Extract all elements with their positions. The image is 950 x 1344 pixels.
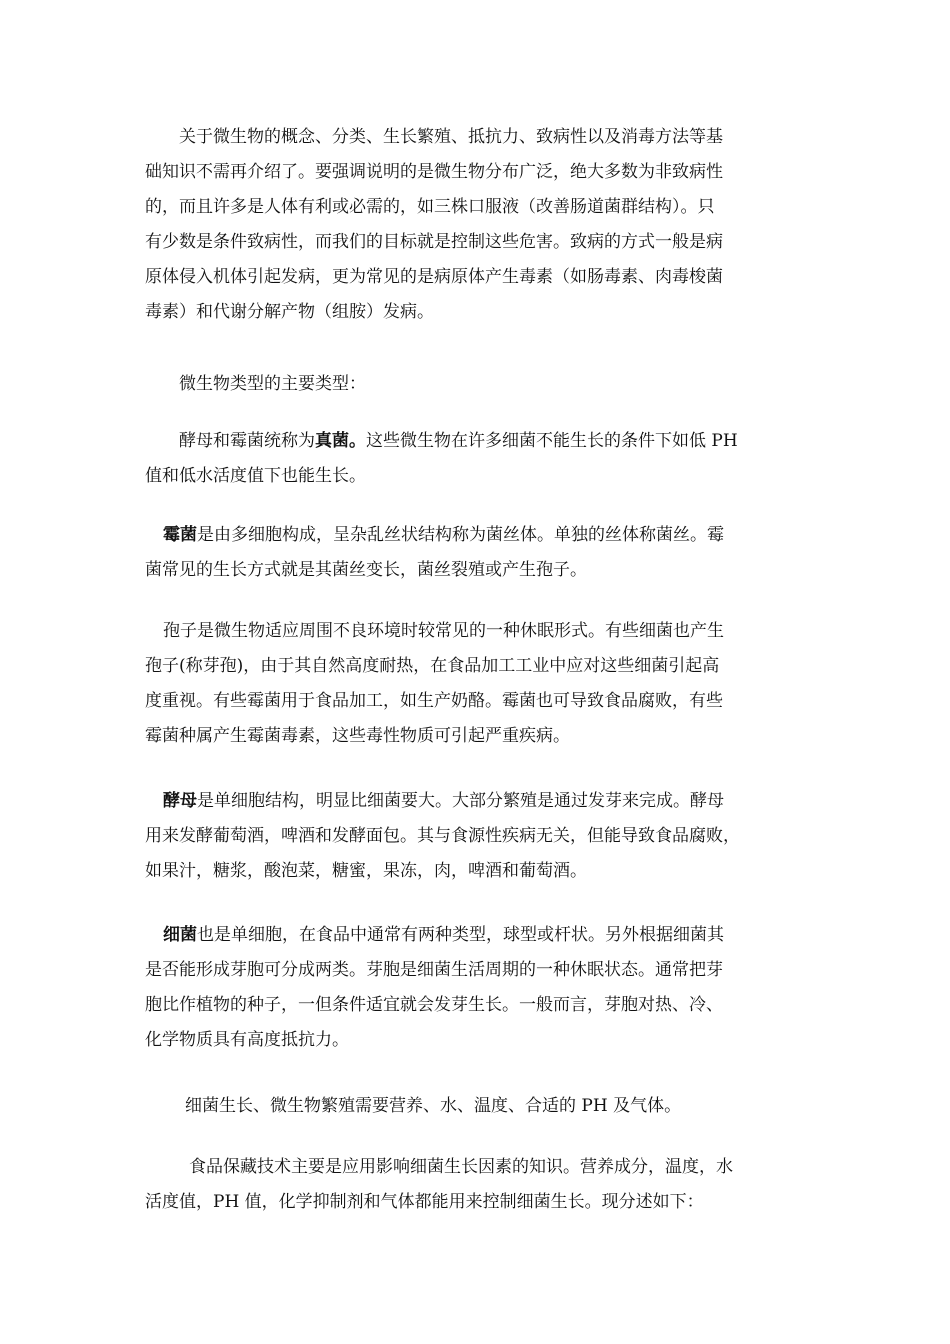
text-line: 孢子是微生物适应周围不良环境时较常见的一种休眠形式。有些细菌也产生	[163, 621, 724, 641]
text-line: 是否能形成芽胞可分成两类。芽胞是细菌生活周期的一种休眠状态。通常把芽	[145, 960, 723, 980]
text-run: 是由多细胞构成，呈杂乱丝状结构称为菌丝体。单独的丝体称菌丝。霉	[197, 525, 724, 545]
text-line: 食品保藏技术主要是应用影响细菌生长因素的知识。营养成分，温度，水	[189, 1157, 733, 1177]
text-line: 化学物质具有高度抵抗力。	[145, 1030, 349, 1050]
text-line: 关于微生物的概念、分类、生长繁殖、抵抗力、致病性以及消毒方法等基	[179, 127, 723, 147]
term-mold: 霉菌	[163, 525, 197, 545]
text-run: 酵母和霉菌统称为	[179, 431, 315, 451]
text-line: 度重视。有些霉菌用于食品加工，如生产奶酪。霉菌也可导致食品腐败，有些	[145, 691, 723, 711]
text-line: 霉菌种属产生霉菌毒素，这些毒性物质可引起严重疾病。	[145, 726, 570, 746]
term-bacteria: 细菌	[163, 925, 197, 945]
text-line: 活度值，PH 值，化学抑制剂和气体都能用来控制细菌生长。现分述如下：	[145, 1192, 704, 1212]
term-yeast: 酵母	[163, 791, 197, 811]
text-run: 也是单细胞，在食品中通常有两种类型，球型或杆状。另外根据细菌其	[197, 925, 724, 945]
text-line: 毒素）和代谢分解产物（组胺）发病。	[145, 302, 434, 322]
paragraph-intro	[145, 120, 820, 330]
text-line: 原体侵入机体引起发病，更为常见的是病原体产生毒素（如肠毒素、肉毒梭菌	[145, 267, 723, 287]
text-line: 菌常见的生长方式就是其菌丝变长，菌丝裂殖或产生孢子。	[145, 560, 587, 580]
text-line: 用来发酵葡萄酒，啤酒和发酵面包。其与食源性疾病无关，但能导致食品腐败，	[145, 826, 740, 846]
text-line: 的，而且许多是人体有利或必需的，如三株口服液（改善肠道菌群结构）。只	[145, 197, 715, 217]
text-line: 础知识不需再介绍了。要强调说明的是微生物分布广泛，绝大多数为非致病性	[145, 162, 723, 182]
text-line	[145, 424, 820, 459]
text-line	[145, 784, 820, 819]
text-line: 细菌生长、微生物繁殖需要营养、水、温度、合适的 PH 及气体。	[185, 1096, 682, 1116]
paragraph-preservation	[145, 1150, 820, 1220]
paragraph-mold	[145, 518, 820, 588]
text-line: 孢子(称芽孢)，由于其自然高度耐热，在食品加工工业中应对这些细菌引起高	[145, 656, 720, 676]
paragraph-yeast	[145, 784, 820, 889]
text-run: 这些微生物在许多细菌不能生长的条件下如低 PH	[366, 431, 738, 451]
text-line	[145, 918, 820, 953]
paragraph-types-heading	[145, 367, 820, 402]
term-fungi: 真菌。	[315, 431, 366, 451]
paragraph-growth-needs	[145, 1089, 820, 1124]
paragraph-spores	[145, 614, 820, 754]
text-line: 值和低水活度值下也能生长。	[145, 466, 366, 486]
text-line	[145, 518, 820, 553]
text-line: 有少数是条件致病性，而我们的目标就是控制这些危害。致病的方式一般是病	[145, 232, 723, 252]
text-run: 是单细胞结构，明显比细菌要大。大部分繁殖是通过发芽来完成。酵母	[197, 791, 724, 811]
paragraph-fungi	[145, 424, 820, 494]
paragraph-bacteria	[145, 918, 820, 1058]
text-line: 胞比作植物的种子，一但条件适宜就会发芽生长。一般而言，芽胞对热、冷、	[145, 995, 723, 1015]
text-line: 如果汁，糖浆，酸泡菜，糖蜜，果冻，肉，啤酒和葡萄酒。	[145, 861, 587, 881]
text-line: 微生物类型的主要类型：	[179, 374, 366, 394]
